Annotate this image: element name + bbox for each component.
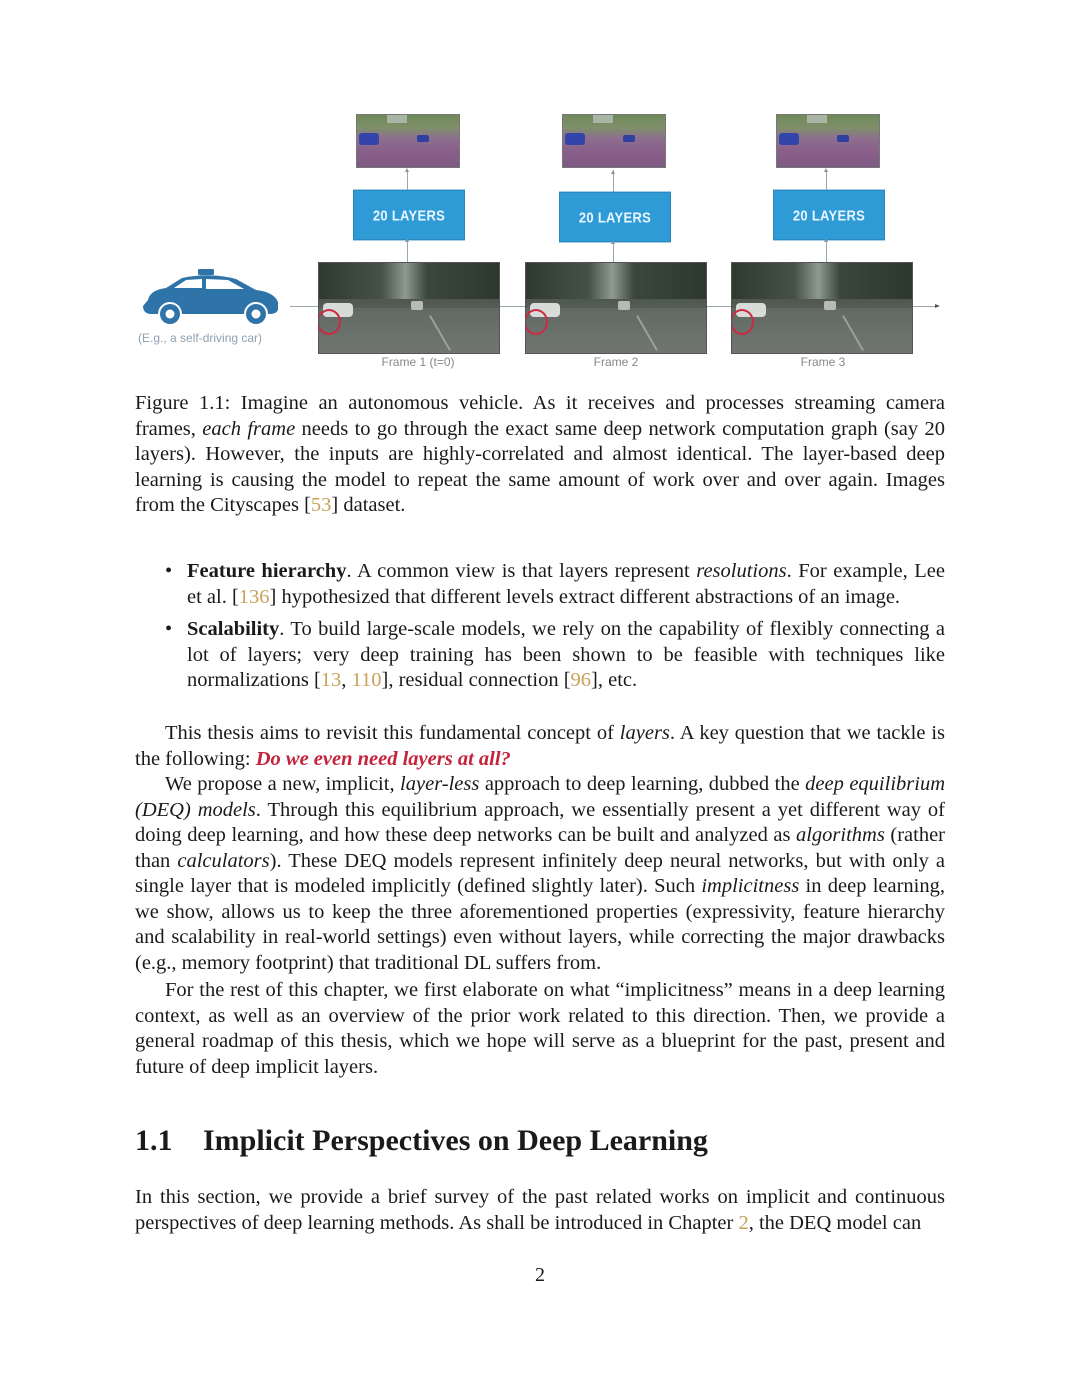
- paragraph-text: , the DEQ model can: [748, 1211, 922, 1234]
- figure-1-1: [0, 0, 1080, 380]
- connector-line: [826, 240, 827, 262]
- camera-frame-3: [731, 262, 913, 354]
- arrow-up-icon: [611, 240, 615, 244]
- citation-link[interactable]: 96: [570, 669, 592, 691]
- citation-link[interactable]: 53: [310, 494, 332, 516]
- paragraph-text: approach to deep learning, dubbed the: [479, 773, 806, 795]
- paragraph-text: in deep learning, we show, allows us to keep the three aforementioned properties (expressivity, feature hierarchy and scalability in real-world settings) even without layers, while correcting the major drawbacks (e.g., memory footprint) that traditional DL suffers from.: [135, 875, 945, 974]
- segmentation-output-1: [356, 114, 460, 168]
- frame-label-1: Frame 1 (t=0): [381, 355, 455, 369]
- page-number: 2: [535, 1264, 545, 1286]
- bullet-scalability: [165, 617, 945, 694]
- bullet-list: [165, 559, 945, 701]
- paragraph-text: In this section, we provide a brief survey of the past related works on implicit and continuous perspectives of deep learning methods. As shall be introduced in Chapter: [135, 1186, 945, 1234]
- bullet-title: Feature hierarchy: [187, 560, 347, 582]
- paragraph-chapter-overview: For the rest of this chapter, we first elaborate on what “implicitness” means in a deep learning context, as well as an overview of the prior work related to this direction. Then, we provide a general roadmap of this thesis, which we hope will serve as a blueprint for the past, present and future of deep implicit layers.: [135, 979, 945, 1078]
- layers-box-3: 20 LAYERS: [773, 190, 885, 241]
- layers-box-1: 20 LAYERS: [353, 190, 465, 241]
- section-title: Implicit Perspectives on Deep Learning: [203, 1124, 708, 1157]
- caption-text: needs to go through the exact same deep network computation graph (say 20 layers). However, the inputs are highly-correlated and almost identical. The layer-based deep learning is causing the model to repeat the same amount of work over and over again. Images from the Cityscapes [: [135, 417, 946, 516]
- arrow-up-icon: [405, 168, 409, 172]
- bullet-text: ] hypothesized that different levels extract different abstractions of an image.: [269, 585, 901, 608]
- citation-link[interactable]: 110: [351, 669, 382, 691]
- bullet-title: Scalability: [187, 618, 280, 640]
- timeline-arrow-icon: [935, 304, 940, 308]
- paragraph-emphasis: layer-less: [400, 773, 480, 795]
- bullet-text: ], residual connection [: [381, 669, 571, 691]
- caption-emphasis: each frame: [202, 417, 296, 440]
- arrow-up-icon: [824, 238, 828, 242]
- bullet-text: . To build large-scale models, we rely on the capability of flexibly connecting a lot of layers; very deep training has been shown to be feasible with techniques like normalizations [: [187, 618, 945, 691]
- arrow-up-icon: [405, 238, 409, 242]
- citation-link[interactable]: 136: [238, 585, 270, 608]
- body-text: [135, 721, 945, 1080]
- caption-text: ] dataset.: [331, 494, 406, 516]
- paragraph-text: (rather than: [135, 824, 946, 872]
- connector-line: [407, 240, 408, 262]
- caption-text: Imagine an autonomous vehicle. As it receives and processes streaming camera frames,: [135, 392, 945, 440]
- bullet-text: ,: [341, 669, 352, 691]
- paragraph-emphasis: implicitness: [701, 875, 800, 897]
- frame-label-2: Frame 2: [593, 355, 639, 369]
- paragraph-text: . A key question that we tackle is the following:: [135, 722, 945, 770]
- bullet-text: . A common view is that layers represent: [346, 560, 697, 582]
- paragraph-emphasis: algorithms: [795, 824, 885, 846]
- bullet-feature-hierarchy: [165, 559, 945, 610]
- paragraph-emphasis: layers: [619, 722, 670, 744]
- self-driving-car-icon: [140, 268, 282, 328]
- figure-caption: [135, 391, 945, 519]
- bullet-text: . For example, Lee et al. [: [187, 560, 945, 608]
- paragraph-text: We propose a new, implicit,: [165, 773, 401, 795]
- paragraph-text: . Through this equilibrium approach, we essentially present a yet different way of doing deep learning, and how these deep networks can be built and analyzed as: [135, 798, 945, 846]
- paragraph-deq-proposal: [135, 772, 945, 976]
- citation-link[interactable]: 13: [320, 669, 342, 691]
- paragraph-text: ). These DEQ models represent infinitely deep neural networks, but with only a single layer that is modeled implicitly (defined slightly later). Such: [135, 849, 945, 897]
- arrow-up-icon: [611, 170, 615, 174]
- car-caption: (E.g., a self-driving car): [138, 331, 263, 345]
- section-number: 1.1: [135, 1124, 173, 1157]
- arrow-up-icon: [824, 168, 828, 172]
- camera-frame-1: [318, 262, 500, 354]
- paragraph-emphasis: deep equilibrium (DEQ) models: [135, 773, 945, 821]
- bullet-text: ], etc.: [591, 669, 638, 691]
- frame-label-3: Frame 3: [800, 355, 846, 369]
- layers-box-2: 20 LAYERS: [559, 192, 671, 243]
- paragraph-thesis-aim: [135, 721, 945, 772]
- paragraph-emphasis: calculators: [177, 849, 270, 872]
- connector-line: [613, 242, 614, 262]
- segmentation-output-3: [776, 114, 880, 168]
- bullet-emphasis: resolutions: [696, 560, 787, 582]
- section-intro: [135, 1185, 945, 1236]
- key-question: Do we even need layers at all?: [255, 747, 511, 770]
- bullet-icon: •: [165, 560, 173, 582]
- segmentation-output-2: [562, 114, 666, 168]
- section-heading: [135, 1124, 708, 1158]
- chapter-link[interactable]: 2: [738, 1211, 749, 1234]
- paragraph-text: This thesis aims to revisit this fundamental concept of: [165, 722, 620, 744]
- figure-label: Figure 1.1:: [135, 392, 231, 414]
- camera-frame-2: [525, 262, 707, 354]
- bullet-icon: •: [165, 618, 173, 640]
